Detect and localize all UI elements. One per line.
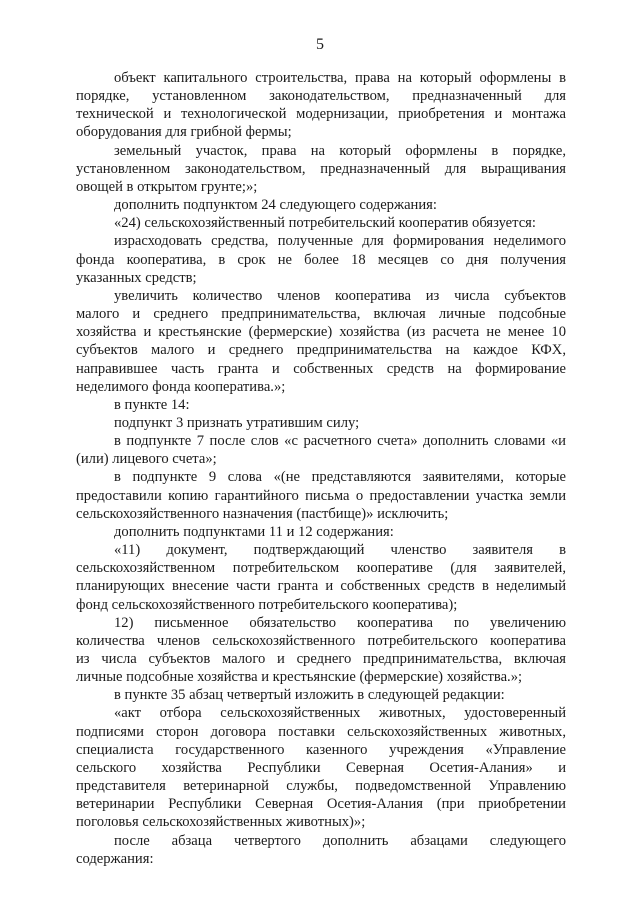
text-line: подпункт 3 признать утратившим силу; <box>114 414 360 431</box>
paragraph <box>76 69 566 142</box>
paragraph <box>76 232 566 286</box>
text-line: личные подсобные хозяйства и крестьянские (фермерские) хозяйства.»; <box>76 669 523 686</box>
text-line: дополнить подпунктами 11 и 12 содержания: <box>114 523 394 540</box>
text-line: «11) документ, подтверждающий членство заявителя в <box>114 542 566 559</box>
text-line: планирующих внесение части гранта и собственных средств в неделимый <box>76 578 566 595</box>
paragraph <box>76 468 566 522</box>
text-line: в пункте 14: <box>114 396 190 413</box>
text-line: представителя ветеринарной службы, подведомственной Управлению <box>76 778 566 795</box>
text-line: (или) лицевого счета»; <box>76 451 217 468</box>
text-line: объект капитального строительства, права на который оформлены в <box>114 70 566 86</box>
text-line: малого и среднего предпринимательства, включая личные подсобные <box>76 306 566 323</box>
text-line: из числа субъектов малого и среднего предпринимательства, включая <box>76 651 566 667</box>
paragraph <box>76 287 566 396</box>
text-line: ветеринарии Республики Северная Осетия-Алания (при приобретении <box>76 796 566 813</box>
page-number: 5 <box>316 36 324 53</box>
text-line: в пункте 35 абзац четвертый изложить в следующей редакции: <box>114 687 505 704</box>
text-line: земельный участок, права на который оформлены в порядке, <box>114 142 566 159</box>
paragraph <box>76 142 566 196</box>
text-line: «акт отбора сельскохозяйственных животных, удостоверенный <box>114 705 566 722</box>
text-line: фонд сельскохозяйственного потребительского кооператива); <box>76 596 458 613</box>
text-line: субъектов малого и среднего предпринимательства на каждое КФХ, <box>76 342 566 359</box>
text-line: дополнить подпунктом 24 следующего содержания: <box>114 197 437 214</box>
paragraph <box>76 832 566 868</box>
paragraph <box>76 686 566 704</box>
text-line: специалиста государственного казенного учреждения «Управление <box>76 741 566 758</box>
paragraph <box>76 614 566 687</box>
text-line: «24) сельскохозяйственный потребительский кооператив обязуется: <box>114 215 536 232</box>
text-line: содержания: <box>76 850 154 867</box>
document-body <box>76 69 566 868</box>
paragraph <box>76 414 566 432</box>
text-line: хозяйства и крестьянские (фермерские) хозяйства (из расчета не менее 10 <box>76 324 566 341</box>
text-line: количества членов сельскохозяйственного потребительского кооператива <box>76 632 566 649</box>
text-line: поголовья сельскохозяйственных животных)»; <box>76 814 366 831</box>
text-line: израсходовать средства, полученные для формирования неделимого <box>114 233 566 250</box>
paragraph <box>76 214 566 232</box>
text-line: сельскохозяйственном потребительском кооперативе (для заявителей, <box>76 560 566 577</box>
text-line: указанных средств; <box>76 269 197 286</box>
paragraph <box>76 432 566 468</box>
text-line: порядке, установленном законодательством, предназначенный для <box>76 88 566 105</box>
text-line: сельского хозяйства Республики Северная Осетия-Алания» и <box>76 759 566 776</box>
paragraph <box>76 523 566 541</box>
text-line: фонда кооператива, в срок не более 18 месяцев со дня получения <box>76 251 566 268</box>
text-line: 12) письменное обязательство кооператива по увеличению <box>114 614 566 631</box>
text-line: оборудования для грибной фермы; <box>76 124 292 141</box>
text-line: направившее часть гранта и собственных средств на формирование <box>76 360 566 377</box>
paragraph <box>76 196 566 214</box>
text-line: предоставили копию гарантийного письма о предоставлении участка земли <box>76 487 566 504</box>
text-line: сельскохозяйственного назначения (пастбище)» исключить; <box>76 505 449 522</box>
paragraph <box>76 704 566 831</box>
text-line: установленном законодательством, предназначенный для выращивания <box>76 160 566 177</box>
paragraph <box>76 541 566 614</box>
text-line: увеличить количество членов кооператива из числа субъектов <box>114 287 566 304</box>
text-line: в подпункте 7 после слов «с расчетного счета» дополнить словами «и <box>114 433 566 450</box>
text-line: неделимого фонда кооператива.»; <box>76 378 286 395</box>
paragraph <box>76 396 566 414</box>
text-line: технической и технологической модернизации, приобретения и монтажа <box>76 106 566 123</box>
text-line: после абзаца четвертого дополнить абзацами следующего <box>114 832 566 849</box>
text-line: в подпункте 9 слова «(не представляются заявителями, которые <box>114 469 566 486</box>
text-line: подписями сторон договора поставки сельскохозяйственных животных, <box>76 723 566 740</box>
text-line: овощей в открытом грунте;»; <box>76 178 258 195</box>
